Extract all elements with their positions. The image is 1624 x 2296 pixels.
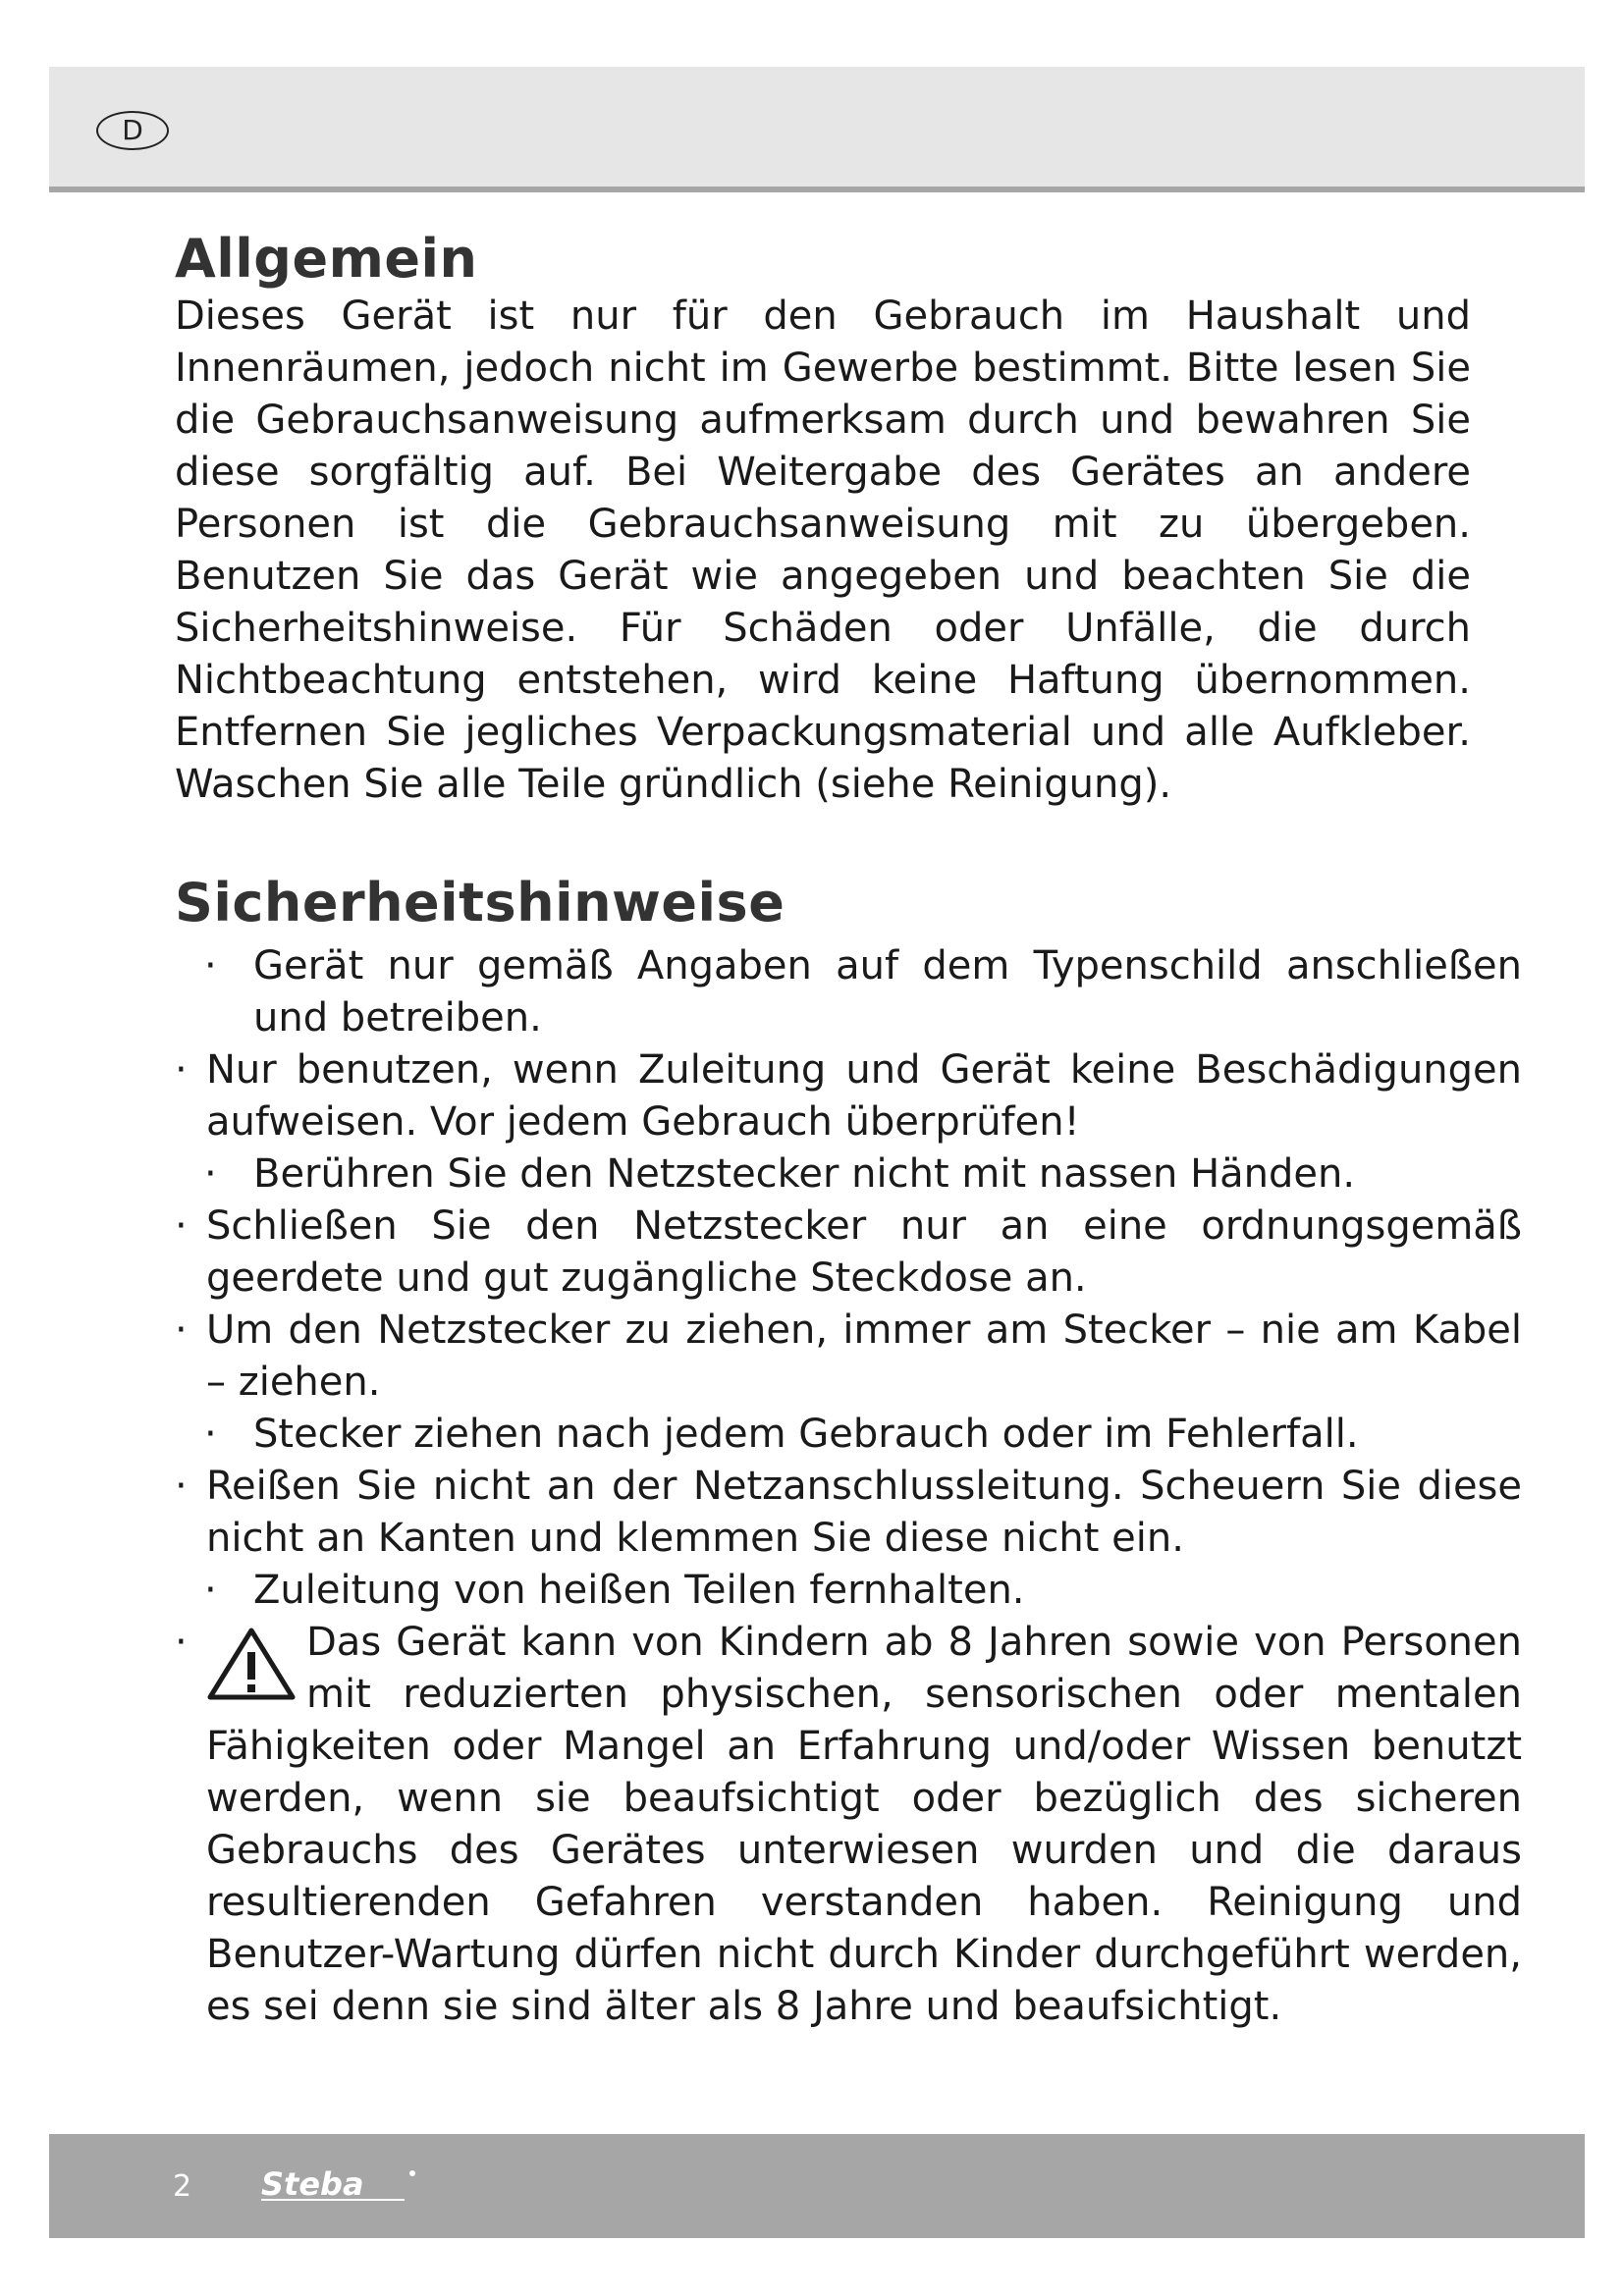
language-badge: D: [96, 111, 169, 150]
list-item: [175, 1461, 1522, 1565]
bullet-dot: ·: [175, 1203, 188, 1249]
warning-list-item: [175, 1617, 1522, 2033]
footer-bar: [49, 2134, 1585, 2238]
page-number: 2: [173, 2169, 192, 2204]
list-item-text: Berühren Sie den Netzstecker nicht mit nassen Händen.: [253, 1151, 1356, 1197]
list-item: [175, 1409, 1522, 1461]
list-item-text: Nur benutzen, wenn Zuleitung und Gerät keine Beschädigungen aufweisen. Vor jedem Gebrauch überprüfen!: [206, 1047, 1522, 1145]
bullet-dot: ·: [204, 1568, 217, 1613]
warning-triangle-icon: [206, 1627, 297, 1701]
header-bar: [49, 67, 1585, 192]
brand-text: Steba: [261, 2165, 364, 2203]
bullet-dot: ·: [204, 1151, 217, 1197]
page-content: [175, 228, 1520, 2033]
steba-logo: [257, 2163, 424, 2207]
bullet-dot: ·: [204, 1412, 217, 1457]
list-item: [175, 940, 1522, 1044]
list-item-text: Das Gerät kann von Kindern ab 8 Jahren sowie von Personen mit reduzierten physischen, sensorischen oder mentalen Fähigkeiten oder Mangel an Erfahrung und/oder Wissen benutzt werden, wenn sie beaufsichtigt oder bezüglich des sicheren Gebrauchs des Gerätes unterwiesen wurden und die daraus resultierenden Gefahren verstanden haben. Reinigung und Benutzer-Wartung dürfen nicht durch Kinder durchgeführt werden, es sei denn sie sind älter als 8 Jahre und beaufsichtigt.: [206, 1620, 1522, 2029]
safety-section: [175, 872, 1520, 2033]
list-item-text: Reißen Sie nicht an der Netzanschlussleitung. Scheuern Sie diese nicht an Kanten und klemmen Sie diese nicht ein.: [206, 1464, 1522, 1561]
bullet-dot: ·: [175, 1464, 188, 1509]
list-item-text: Stecker ziehen nach jedem Gebrauch oder im Fehlerfall.: [253, 1412, 1359, 1457]
safety-heading: Sicherheitshinweise: [175, 872, 785, 934]
bullet-dot: ·: [175, 1308, 188, 1353]
general-heading: Allgemein: [175, 228, 478, 290]
bullet-dot: ·: [175, 1047, 188, 1093]
safety-list: [175, 940, 1522, 2033]
list-item: [175, 1148, 1522, 1201]
list-item-text: Zuleitung von heißen Teilen fernhalten.: [253, 1568, 1025, 1613]
list-item: [175, 1565, 1522, 1617]
list-item-text: Um den Netzstecker zu ziehen, immer am Stecker – nie am Kabel – ziehen.: [206, 1308, 1522, 1405]
bullet-dot: ·: [204, 943, 217, 988]
general-section: [175, 228, 1520, 811]
list-item-text: Gerät nur gemäß Angaben auf dem Typenschild anschließen und betreiben.: [253, 943, 1522, 1041]
list-item: [175, 1044, 1522, 1148]
list-item: [175, 1305, 1522, 1409]
bullet-dot: ·: [175, 1620, 188, 1665]
list-item-text: Schließen Sie den Netzstecker nur an eine ordnungsgemäß geerdete und gut zugängliche Steckdose an.: [206, 1203, 1522, 1301]
general-text: Dieses Gerät ist nur für den Gebrauch im Haushalt und Innenräumen, jedoch nicht im Gewerbe bestimmt. Bitte lesen Sie die Gebrauchsanweisung aufmerksam durch und bewahren Sie diese sorgfältig auf. Bei Weitergabe des Gerätes an andere Personen ist die Gebrauchsanweisung mit zu übergeben. Benutzen Sie das Gerät wie angegeben und beachten Sie die Sicherheitshinweise. Für Schäden oder Unfälle, die durch Nichtbeachtung entstehen, wird keine Haftung übernommen. Entfernen Sie jegliches Verpackungsmaterial und alle Aufkleber. Waschen Sie alle Teile gründlich (siehe Reinigung).: [175, 294, 1471, 807]
list-item: [175, 1201, 1522, 1305]
